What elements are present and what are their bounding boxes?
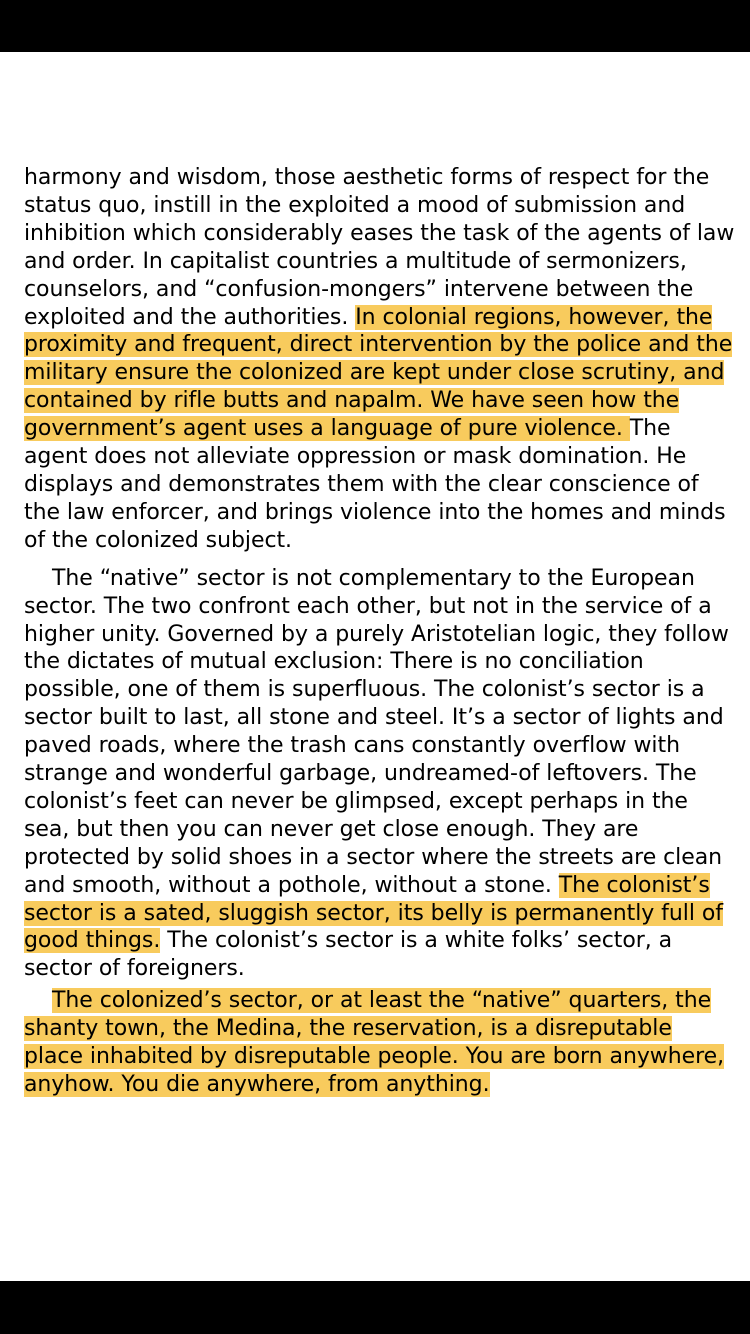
highlighted-passage[interactable]: In colonial regions, however, the proximity and frequent, direct intervention by the police and the military ensure the colonized are kept under close scrutiny, and contained by rifle butts and napalm. We have seen how the government’s agent uses a language of pure violence. [24, 304, 733, 442]
bottom-bar [0, 1281, 750, 1334]
reader-page[interactable] [24, 164, 736, 1099]
highlighted-passage[interactable]: The colonist’s sector is a sated, sluggish sector, its belly is permanently full of good things. [24, 872, 723, 954]
paragraph-2 [24, 565, 736, 984]
top-status-bar [0, 0, 750, 52]
paragraph-3 [24, 987, 736, 1099]
text-segment: harmony and wisdom, those aesthetic forms of respect for the status quo, instill in the exploited a mood of submission and inhibition which considerably eases the task of the agents of law and order. In capitalist countries a multitude of sermonizers, counselors, and “confusion-mongers” intervene between the exploited and the authorities. [24, 165, 735, 330]
text-segment: The colonist’s sector is a white folks’ sector, a sector of foreigners. [24, 928, 673, 982]
text-segment: The agent does not alleviate oppression or mask domination. He displays and demonstrates them with the clear conscience of the law enforcer, and brings violence into the homes and minds of the colonized subject. [24, 416, 726, 553]
text-segment: The “native” sector is not complementary to the European sector. The two confront each other, but not in the service of a higher unity. Governed by a purely Aristotelian logic, they follow the dictates of mutual exclusion: There is no conciliation possible, one of them is superfluous. The colonist’s sector is a sector built to last, all stone and steel. It’s a sector of lights and paved roads, where the trash cans constantly overflow with strange and wonderful garbage, undreamed-of leftovers. The colonist’s feet can never be glimpsed, except perhaps in the sea, but then you can never get close enough. They are protected by solid shoes in a sector where the streets are clean and smooth, without a pothole, without a stone. [24, 565, 729, 898]
highlighted-passage[interactable]: The colonized’s sector, or at least the “native” quarters, the shanty town, the Medina, the reservation, is a disreputable place inhabited by disreputable people. You are born anywhere, anyhow. You die anywhere, from anything. [24, 988, 725, 1097]
paragraph-1 [24, 164, 736, 555]
